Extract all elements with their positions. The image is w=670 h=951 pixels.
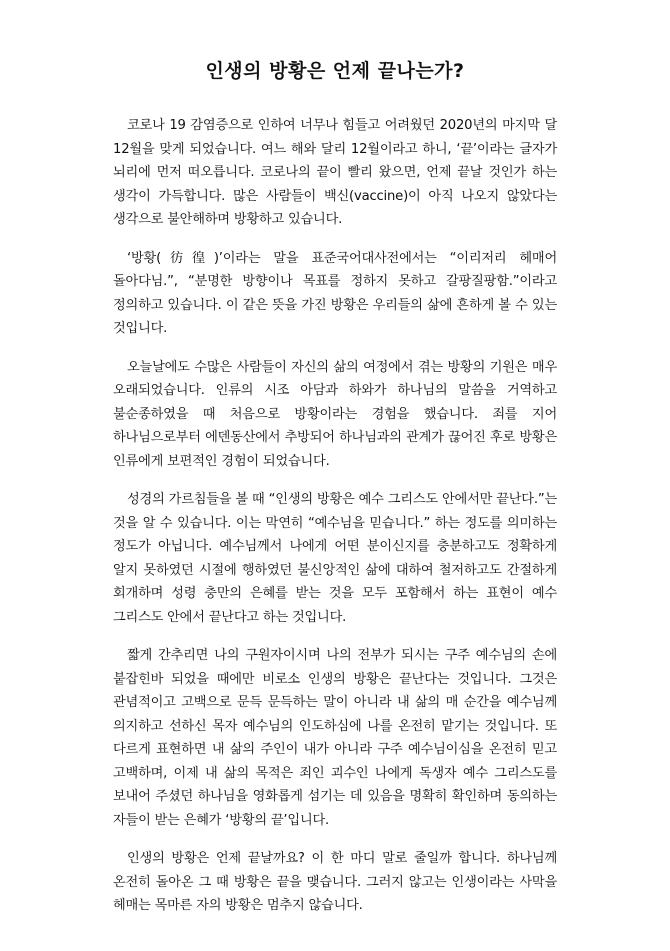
paragraph-6: 인생의 방황은 언제 끝날까요? 이 한 마디 말로 줄일까 합니다. 하나님께 온전히 돌아온 그 때 방황은 끝을 맺습니다. 그러지 않고는 인생이라는 사막을 헤매는 목마른 자의 방황은 멈추지 않습니다.	[113, 851, 557, 913]
paragraph-2: ‘방황(彷徨)’이라는 말을 표준국어대사전에서는 “이리저리 헤매어 돌아다님.”, “분명한 방향이나 목표를 정하지 못하고 갈팡질팡함.”이라고 정의하고 있습니다. 이 같은 뜻을 가진 방황은 우리들의 삶에 흔하게 볼 수 있는 것입니다.	[113, 250, 557, 336]
paragraph-4: 성경의 가르침들을 볼 때 “인생의 방황은 예수 그리스도 안에서만 끝난다.”는 것을 알 수 있습니다. 이는 막연히 “예수님을 믿습니다.” 하는 정도를 의미하는 정도가 아닙니다. 예수님께서 나에게 어떤 분이신지를 충분하고도 정확하게 알지 못하였던 시절에 행하였던 불신앙적인 삶에 대하여 철저하고도 간절하게 회개하며 성령 충만의 은혜를 받는 것을 모두 포함해서 하는 표현이 예수 그리스도 안에서 끝난다고 하는 것입니다.	[113, 492, 557, 625]
document-title: 인생의 방황은 언제 끝나는가?	[205, 60, 465, 82]
paragraph-5: 짧게 간추리면 나의 구원자이시며 나의 전부가 되시는 구주 예수님의 손에 붙잡힌바 되었을 때에만 비로소 인생의 방황은 끝난다는 것입니다. 그것은 관념적이고 고백으로 문득 문득하는 말이 아니라 내 삶의 매 순간을 예수님께 의지하고 선하신 목자 예수님의 인도하심에 나를 온전히 맡기는 것입니다. 또 다르게 표현하면 내 삶의 주인이 내가 아니라 구주 예수님이심을 온전히 믿고 고백하며, 이제 내 삶의 목적은 죄인 괴수인 나에게 독생자 예수 그리스도를 보내어 주셨던 하나님을 영화롭게 섬기는 데 있음을 명확히 확인하며 동의하는 자들이 받는 은혜가 ‘방황의 끝’입니다.	[113, 648, 557, 828]
paragraph-3: 오늘날에도 수많은 사람들이 자신의 삶의 여정에서 겪는 방황의 기원은 매우 오래되었습니다. 인류의 시조 아담과 하와가 하나님의 말씀을 거역하고 불순종하였을 때 처음으로 방황이라는 경험을 했습니다. 죄를 지어 하나님으로부터 에덴동산에서 추방되어 하나님과의 관계가 끊어진 후로 방황은 인류에게 보편적인 경험이 되었습니다.	[113, 359, 557, 469]
paragraph-1: 코로나 19 감염증으로 인하여 너무나 힘들고 어려웠던 2020년의 마지막 달 12월을 맞게 되었습니다. 여느 해와 달리 12월이라고 하니, ‘끝’이라는 글자가 뇌리에 먼저 떠오릅니다. 코로나의 끝이 빨리 왔으면, 언제 끝날 것인가 하는 생각이 가득합니다. 많은 사람들이 백신(vaccine)이 아직 나오지 않았다는 생각으로 불안해하며 방황하고 있습니다.	[113, 118, 557, 227]
